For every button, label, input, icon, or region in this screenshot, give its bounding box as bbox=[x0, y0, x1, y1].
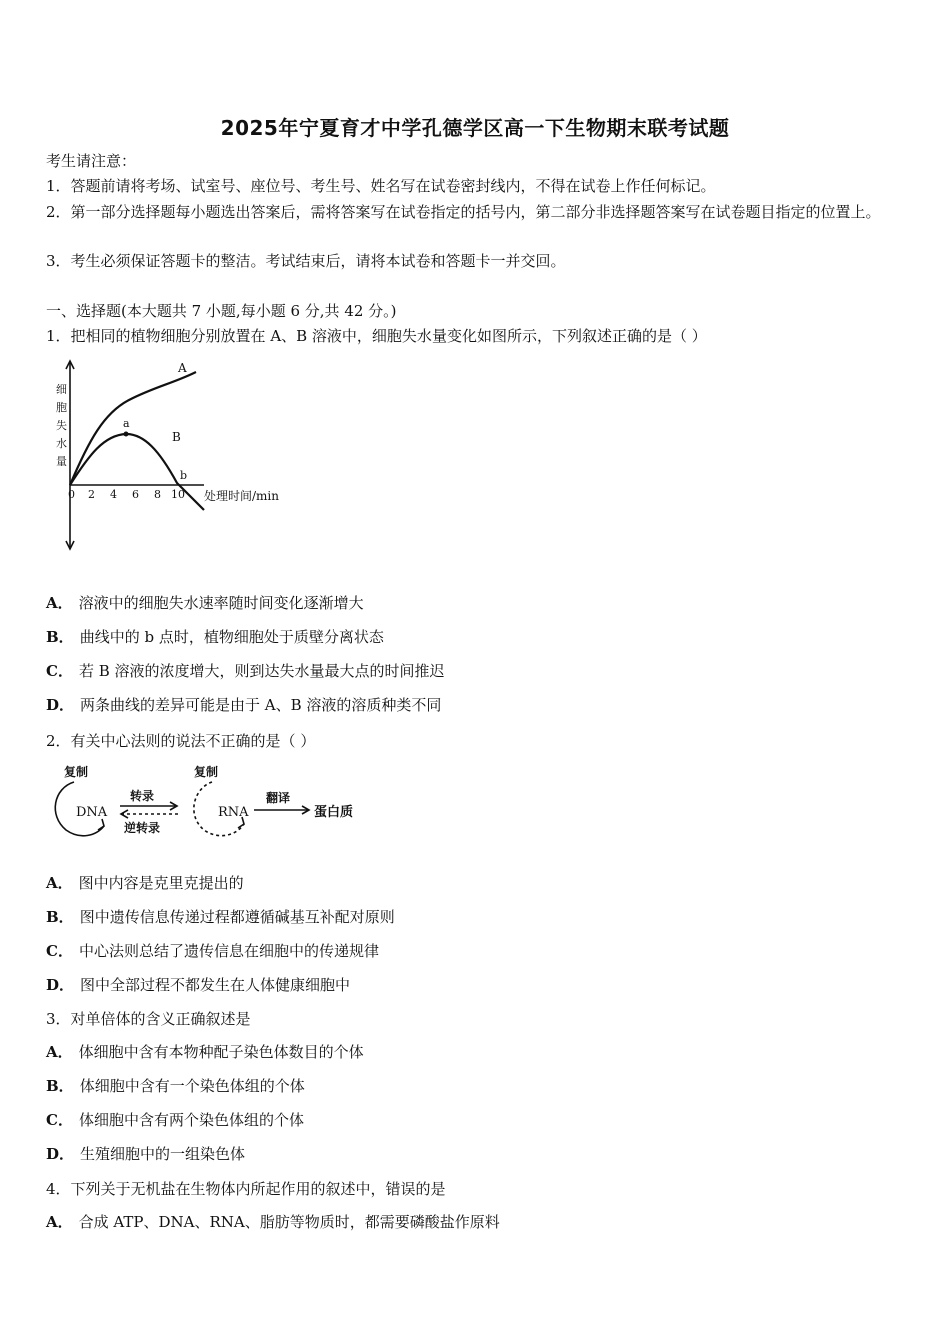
question-3-option-d[interactable]: D． 生殖细胞中的一组染色体 bbox=[46, 1145, 246, 1163]
label-translation: 翻译 bbox=[266, 791, 291, 805]
question-1-stem: 1．把相同的植物细胞分别放置在 A、B 溶液中，细胞失水量变化如图所示，下列叙述正确的是（ ） bbox=[46, 327, 707, 345]
curve-a-label: A bbox=[178, 361, 187, 375]
notice-item-1: 1．答题前请将考场、试室号、座位号、考生号、姓名写在试卷密封线内，不得在试卷上作任何标记。 bbox=[46, 177, 716, 195]
curve-a bbox=[70, 372, 196, 485]
label-dna-replication: 复制 bbox=[64, 765, 89, 779]
ylabel-char: 细 bbox=[56, 383, 67, 396]
x-tick: 6 bbox=[132, 488, 139, 501]
x-tick: 10 bbox=[171, 488, 185, 501]
question-3-option-a[interactable]: A． 体细胞中含有本物种配子染色体数目的个体 bbox=[46, 1043, 364, 1061]
figure-water-loss-graph bbox=[44, 355, 294, 555]
label-transcription: 转录 bbox=[130, 789, 155, 803]
x-tick: 4 bbox=[110, 488, 117, 501]
notice-item-2: 2．第一部分选择题每小题选出答案后，需将答案写在试卷指定的括号内，第二部分非选择题答案写在试卷题目指定的位置上。 bbox=[46, 203, 881, 221]
question-2-option-b[interactable]: B． 图中遗传信息传递过程都遵循碱基互补配对原则 bbox=[46, 908, 395, 926]
x-axis-label: 处理时间/min bbox=[204, 489, 279, 503]
ylabel-char: 水 bbox=[56, 437, 67, 450]
page-title: 2025年宁夏育才中学孔德学区高一下生物期末联考试题 bbox=[220, 116, 730, 140]
question-2-option-d[interactable]: D． 图中全部过程不都发生在人体健康细胞中 bbox=[46, 976, 351, 994]
point-a bbox=[124, 432, 129, 437]
question-2-stem: 2．有关中心法则的说法不正确的是（ ） bbox=[46, 732, 316, 750]
x-tick: 0 bbox=[68, 488, 75, 501]
question-4-stem: 4．下列关于无机盐在生物体内所起作用的叙述中，错误的是 bbox=[46, 1180, 446, 1198]
point-a-label: a bbox=[123, 417, 130, 430]
question-2-option-a[interactable]: A． 图中内容是克里克提出的 bbox=[46, 874, 244, 892]
question-3-option-b[interactable]: B． 体细胞中含有一个染色体组的个体 bbox=[46, 1077, 305, 1095]
question-1-option-c[interactable]: C． 若 B 溶液的浓度增大，则到达失水量最大点的时间推迟 bbox=[46, 662, 445, 680]
question-2-option-c[interactable]: C． 中心法则总结了遗传信息在细胞中的传递规律 bbox=[46, 942, 379, 960]
label-protein: 蛋白质 bbox=[314, 805, 354, 820]
notice-heading: 考生请注意： bbox=[46, 152, 137, 170]
ylabel-char: 量 bbox=[56, 455, 67, 468]
label-rna: RNA bbox=[218, 805, 249, 820]
question-3-option-c[interactable]: C． 体细胞中含有两个染色体组的个体 bbox=[46, 1111, 304, 1129]
question-1-option-b[interactable]: B． 曲线中的 b 点时，植物细胞处于质壁分离状态 bbox=[46, 628, 384, 646]
ylabel-char: 胞 bbox=[56, 401, 67, 414]
label-rna-replication: 复制 bbox=[194, 765, 219, 779]
notice-item-3: 3．考生必须保证答题卡的整洁。考试结束后，请将本试卷和答题卡一并交回。 bbox=[46, 252, 566, 270]
point-b-label: b bbox=[180, 469, 188, 482]
x-tick: 8 bbox=[154, 488, 161, 501]
curve-b-label: B bbox=[172, 430, 181, 444]
label-dna: DNA bbox=[76, 805, 108, 820]
question-3-stem: 3．对单倍体的含义正确叙述是 bbox=[46, 1010, 251, 1028]
x-tick: 2 bbox=[88, 488, 95, 501]
figure-central-dogma bbox=[44, 760, 374, 845]
question-1-option-d[interactable]: D． 两条曲线的差异可能是由于 A、B 溶液的溶质种类不同 bbox=[46, 696, 442, 714]
section-heading: 一、选择题(本大题共 7 小题,每小题 6 分,共 42 分。) bbox=[46, 302, 397, 320]
question-4-option-a[interactable]: A． 合成 ATP、DNA、RNA、脂肪等物质时，都需要磷酸盐作原料 bbox=[46, 1213, 500, 1231]
label-reverse-transcription: 逆转录 bbox=[124, 821, 161, 835]
ylabel-char: 失 bbox=[56, 419, 67, 432]
question-1-option-a[interactable]: A． 溶液中的细胞失水速率随时间变化逐渐增大 bbox=[46, 594, 364, 612]
